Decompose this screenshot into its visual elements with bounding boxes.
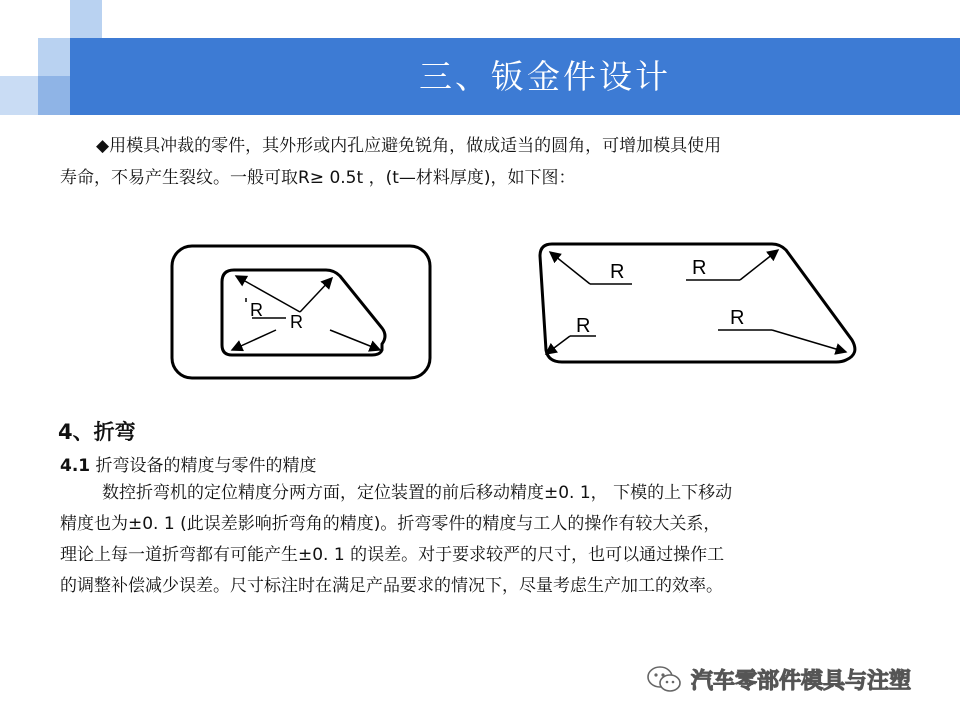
intro-line-1: ◆用模具冲裁的零件，其外形或内孔应避免锐角，做成适当的圆角，可增加模具使用 [96, 136, 722, 156]
wechat-icon [645, 664, 683, 694]
subsection-heading [60, 451, 317, 476]
watermark [645, 664, 911, 694]
right-figure-label-3: R [576, 315, 591, 337]
left-figure-label-2: R [290, 312, 303, 332]
left-figure-label-1: R [250, 300, 263, 320]
intro-line-2: 寿命，不易产生裂纹。一般可取R≥ 0.5t ，(t—材料厚度)，如下图： [60, 168, 576, 188]
body-line-1: 数控折弯机的定位精度分两方面，定位装置的前后移动精度±0. 1， 下模的上下移动 [102, 483, 733, 503]
body-line-2: 精度也为±0. 1 (此误差影响折弯角的精度)。折弯零件的精度与工人的操作有较大关系， [60, 514, 721, 534]
right-figure-label-1: R [610, 261, 625, 283]
body-line-3: 理论上每一道折弯都有可能产生±0. 1 的误差。对于要求较严的尺寸，也可以通过操作工 [60, 545, 725, 565]
body-line-4: 的调整补偿减少误差。尺寸标注时在满足产品要求的情况下，尽量考虑生产加工的效率。 [60, 576, 723, 596]
subsection-number: 4.1 [60, 456, 91, 476]
subsection-title: 折弯设备的精度与零件的精度 [95, 456, 317, 476]
body-paragraph [60, 478, 910, 602]
section-heading: 4、折弯 [58, 420, 136, 444]
watermark-text: 汽车零部件模具与注塑 [691, 668, 912, 694]
page-title: 三、钣金件设计 [419, 57, 671, 96]
right-figure-label-2: R [692, 257, 707, 279]
right-figure-label-4: R [730, 307, 745, 329]
